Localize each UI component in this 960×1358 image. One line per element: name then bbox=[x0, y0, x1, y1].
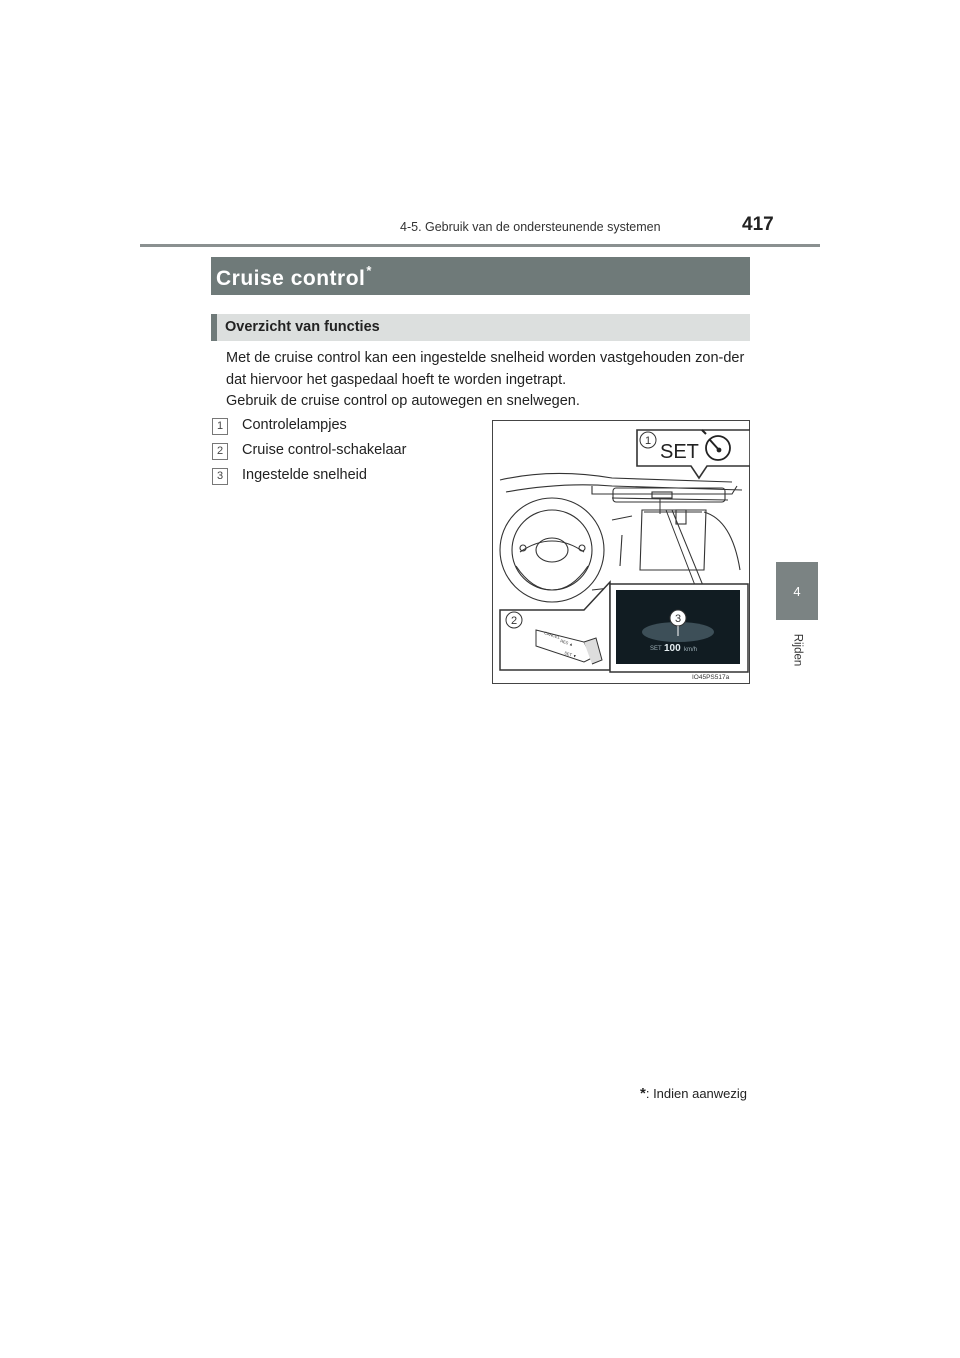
lever-res-label: RES ▲ bbox=[559, 638, 574, 648]
subsection-title: Overzicht van functies bbox=[225, 319, 380, 335]
optional-marker: * bbox=[366, 263, 372, 278]
header-divider bbox=[140, 244, 820, 247]
section-title-bar bbox=[211, 257, 750, 295]
subsection-bar bbox=[211, 314, 750, 341]
section-title bbox=[216, 263, 372, 291]
legend-number-badge: 2 bbox=[212, 443, 228, 460]
callout-number: 2 bbox=[510, 615, 518, 627]
legend-number-badge: 1 bbox=[212, 418, 228, 435]
legend-label: Ingestelde snelheid bbox=[242, 467, 367, 483]
intro-paragraph: Met de cruise control kan een ingestelde snelheid worden vastgehouden zon-der dat hiervoor het gaspedaal hoeft te worden ingetrapt. bbox=[226, 350, 745, 388]
inset-display bbox=[610, 584, 748, 672]
callout-number: 1 bbox=[644, 435, 652, 447]
chapter-number: 4 bbox=[793, 583, 801, 599]
set-indicator-text: SET bbox=[660, 441, 699, 463]
callout-number: 3 bbox=[674, 613, 682, 625]
display-unit: km/h bbox=[684, 647, 698, 653]
footnote-marker: * bbox=[640, 1085, 646, 1102]
chapter-label: Rijden bbox=[790, 633, 803, 667]
figure-id: IO45PS517a bbox=[692, 674, 730, 681]
usage-paragraph: Gebruik de cruise control op autowegen en snelwegen. bbox=[226, 393, 580, 409]
legend-number-badge: 3 bbox=[212, 468, 228, 485]
lever-set-label: SET ▼ bbox=[563, 650, 578, 659]
legend-label: Controlelampjes bbox=[242, 417, 347, 433]
section-title-text: Cruise control bbox=[216, 267, 366, 290]
legend-label: Cruise control-schakelaar bbox=[242, 442, 407, 458]
chapter-label-wrap bbox=[772, 630, 822, 670]
lever-cancel-label: CANCEL bbox=[543, 630, 561, 640]
display-speed: 100 bbox=[664, 643, 681, 654]
subsection-accent bbox=[211, 314, 217, 341]
cruise-control-illustration bbox=[492, 420, 750, 684]
footnote bbox=[640, 1085, 747, 1102]
footnote-text: : Indien aanwezig bbox=[645, 1086, 748, 1101]
page-number: 417 bbox=[742, 214, 774, 235]
chapter-tab bbox=[776, 562, 818, 620]
display-set-text: SET bbox=[650, 646, 662, 652]
header-section-title: 4-5. Gebruik van de ondersteunende systemen bbox=[400, 220, 661, 234]
